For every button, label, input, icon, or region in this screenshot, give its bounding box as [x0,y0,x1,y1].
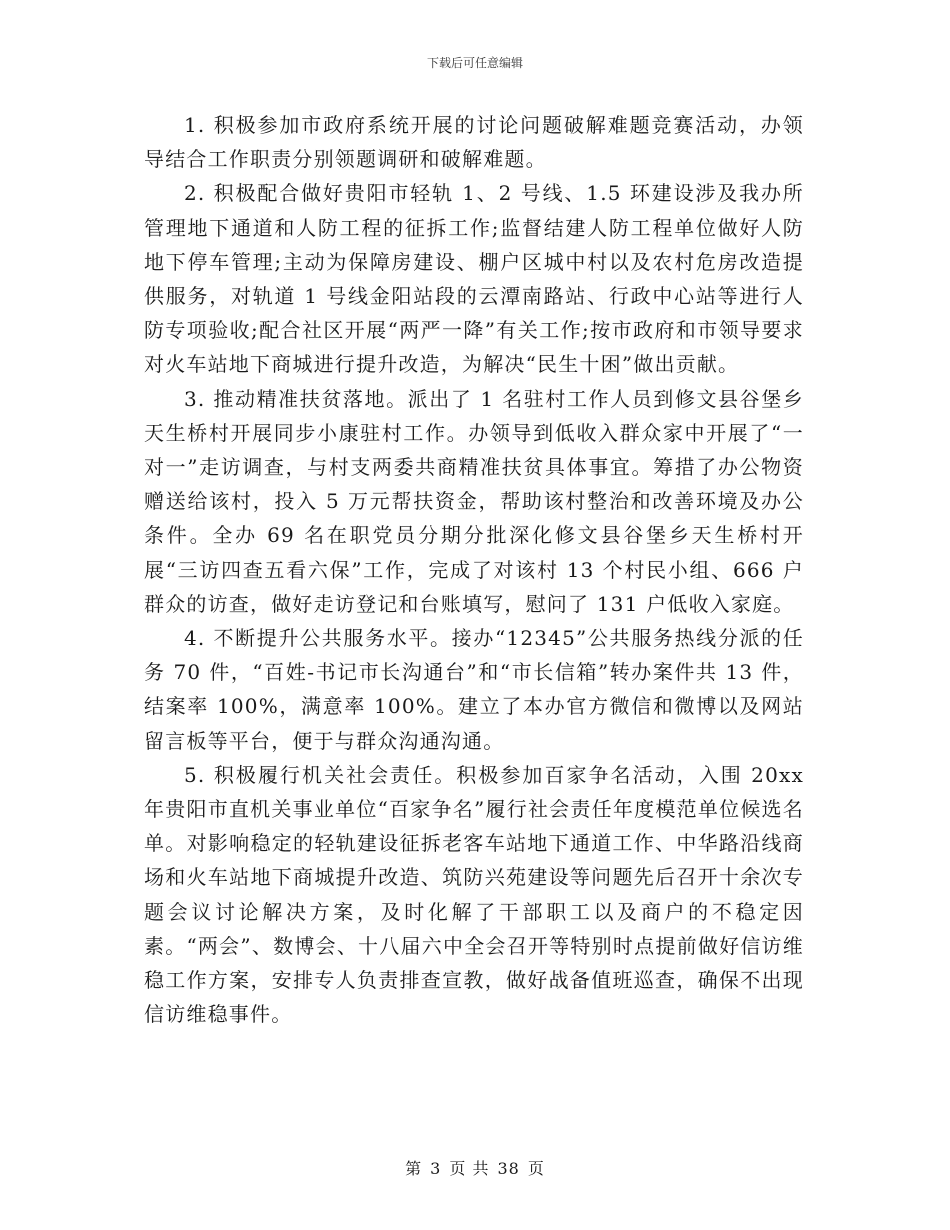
footer-suffix: 页 [527,1159,545,1178]
page-footer [0,1156,950,1179]
paragraph-4: 4. 不断提升公共服务水平。接办“12345”公共服务热线分派的任务 70 件，“百姓-书记市长沟通台”和“市长信箱”转办案件共 13 件，结案率 100%，满意率 100%。建立了本办官方微信和微博以及网站留言板等平台，便于与群众沟通沟通。 [144,626,804,753]
current-page-number: 3 [430,1159,442,1178]
document-body [144,108,804,1031]
paragraph-3: 3. 推动精准扶贫落地。派出了 1 名驻村工作人员到修文县谷堡乡天生桥村开展同步小康驻村工作。办领导到低收入群众家中开展了“一对一”走访调查，与村支两委共商精准扶贫具体事宜。筹措了办公物资赠送给该村，投入 5 万元帮扶资金，帮助该村整治和改善环境及办公条件。全办 69 名在职党员分期分批深化修文县谷堡乡天生桥村开展“三访四查五看六保”工作，完成了对该村 13 个村民小组、666 户群众的访查，做好走访登记和台账填写，慰问了 131 户低收入家庭。 [144,386,804,616]
paragraph-1: 1. 积极参加市政府系统开展的讨论问题破解难题竞赛活动，办领导结合工作职责分别领题调研和破解难题。 [144,113,804,172]
footer-middle: 页 共 [449,1159,490,1178]
paragraph-5: 5. 积极履行机关社会责任。积极参加百家争名活动，入围 20xx 年贵阳市直机关事业单位“百家争名”履行社会责任年度模范单位候选名单。对影响稳定的轻轨建设征拆老客车站地下通道工作、中华路沿线商场和火车站地下商城提升改造、筑防兴苑建设等问题先后召开十余次专题会议讨论解决方案，及时化解了干部职工以及商户的不稳定因素。“两会”、数博会、十八届六中全会召开等特别时点提前做好信访维稳工作方案，安排专人负责排查宣教，做好战备值班巡查，确保不出现信访维稳事件。 [144,762,804,1027]
paragraph-2: 2. 积极配合做好贵阳市轻轨 1、2 号线、1.5 环建设涉及我办所管理地下通道和人防工程的征拆工作;监督结建人防工程单位做好人防地下停车管理;主动为保障房建设、棚户区城中村以及农村危房改造提供服务，对轨道 1 号线金阳站段的云潭南路站、行政中心站等进行人防专项验收;配合社区开展“两严一降”有关工作;按市政府和市领导要求对火车站地下商城进行提升改造，为解决“民生十困”做出贡献。 [144,181,804,377]
footer-prefix: 第 [405,1159,423,1178]
page-header-note: 下载后可任意编辑 [426,56,523,70]
total-pages-number: 38 [497,1159,520,1178]
